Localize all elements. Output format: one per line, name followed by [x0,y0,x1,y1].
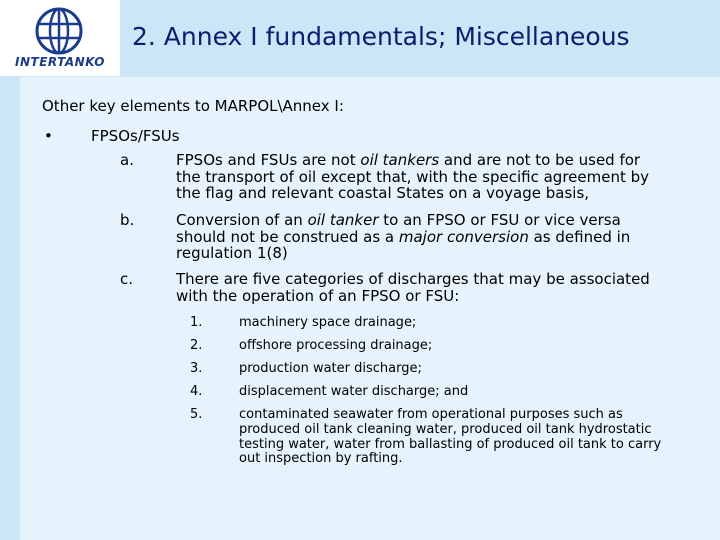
bullet-marker: • [44,127,53,145]
subitem-text-line: displacement water discharge; and [239,384,469,399]
logo [0,0,120,76]
item-text-line [176,152,640,168]
header [0,0,720,76]
emphasis-text: oil tanker [307,211,379,229]
text-segment: as defined in [528,227,631,246]
slide-title: 2. Annex I fundamentals; Miscellaneous [132,22,630,51]
subitem-text-line: machinery space drainage; [239,315,417,330]
subitem-marker: 2. [190,338,203,353]
logo-text: INTERTANKO [15,55,105,69]
subitem-text-line: out inspection by rafting. [239,451,403,467]
text-segment: and are not to be used for [439,151,641,169]
text-segment: regulation 1(8) [176,244,288,262]
item-text-line [176,288,459,304]
item-text-line [176,212,621,228]
emphasis-text: major conversion [398,227,529,246]
text-segment: should not be construed as a [176,227,399,246]
subitem-marker: 3. [190,361,203,376]
subitem-marker: 1. [190,315,203,330]
subitem-text-line: contaminated seawater from operational purposes such as [239,407,623,422]
bullet-label: FPSOs/FSUs [91,127,180,145]
text-segment: There are five categories of discharges that may be associated [176,270,650,288]
subitem-marker: 5. [190,407,203,422]
item-marker: b. [120,211,135,229]
item-marker: a. [120,151,134,169]
subitem-text-line: offshore processing drainage; [239,338,433,353]
item-text-line [176,169,649,185]
text-segment: the transport of oil except that, with the specific agreement by [176,167,650,186]
item-text-line [176,229,630,245]
item-text-line [176,271,650,287]
subitem-text-line: produced oil tank cleaning water, produced oil tank hydrostatic [239,421,652,437]
item-marker: c. [120,270,134,288]
text-segment: Conversion of an [176,211,308,229]
content-panel [20,77,720,540]
item-text-line [176,245,288,261]
text-segment: the flag and relevant coastal States on a voyage basis, [176,184,590,202]
item-text-line [176,185,589,201]
text-segment: to an FPSO or FSU or vice versa [378,211,621,229]
intro-text: Other key elements to MARPOL\Annex I: [42,97,344,115]
subitem-text-line: testing water, water from ballasting of produced oil tank to carry [239,436,662,452]
globe-icon [34,6,84,56]
subitem-marker: 4. [190,384,203,399]
text-segment: FPSOs and FSUs are not [176,151,361,169]
subitem-text-line: production water discharge; [239,361,422,376]
text-segment: with the operation of an FPSO or FSU: [176,286,460,305]
emphasis-text: oil tankers [360,151,440,169]
